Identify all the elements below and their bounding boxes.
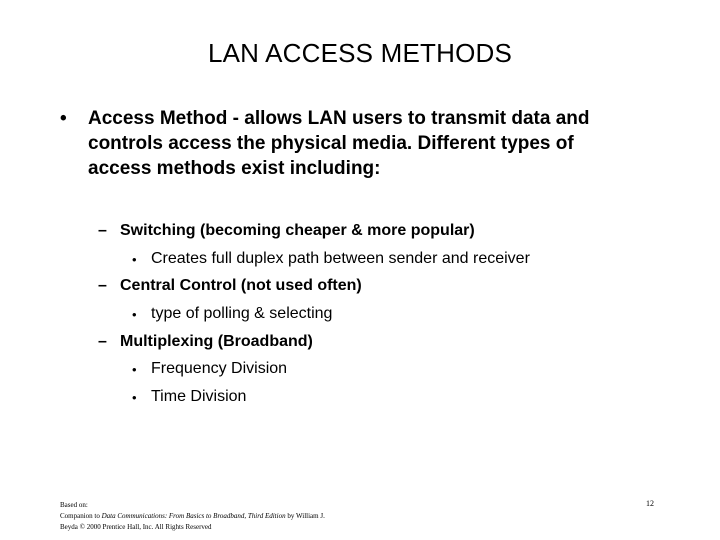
main-bullet-line: controls access the physical media. Different types of: [88, 133, 574, 154]
sub-sub-item-label: type of polling & selecting: [151, 305, 333, 322]
bullet-icon: •: [132, 252, 137, 267]
footer-line: Based on:: [60, 501, 88, 509]
sub-item-label: Central Control (not used often): [120, 277, 362, 294]
bullet-icon: •: [132, 362, 137, 377]
dash-icon: –: [98, 277, 107, 294]
footer-book-title: Data Communications: From Basics to Broadband, Third Edition: [101, 512, 286, 520]
footer-line: Beyda © 2000 Prentice Hall, Inc. All Rights Reserved: [60, 523, 212, 531]
footer-citation: [60, 500, 325, 533]
bullet-icon: •: [132, 307, 137, 322]
dash-icon: –: [98, 222, 107, 239]
bullet-icon: •: [132, 390, 137, 405]
footer-text: Companion to: [60, 512, 102, 520]
sub-sub-item-label: Creates full duplex path between sender and receiver: [151, 250, 530, 267]
page-number: 12: [646, 499, 654, 508]
bullet-icon: •: [60, 108, 67, 129]
slide-title: LAN ACCESS METHODS: [207, 38, 513, 68]
footer-text: by William J.: [285, 512, 325, 520]
sub-item-label: Switching (becoming cheaper & more popular): [120, 222, 475, 239]
sub-sub-item-label: Frequency Division: [151, 360, 288, 377]
main-bullet-line: access methods exist including:: [88, 158, 381, 179]
sub-sub-item-label: Time Division: [151, 388, 247, 405]
sub-item-label: Multiplexing (Broadband): [120, 333, 313, 350]
main-bullet-text: [88, 106, 648, 181]
dash-icon: –: [98, 333, 107, 350]
main-bullet-line: Access Method - allows LAN users to transmit data and: [88, 108, 590, 129]
footer-line: [60, 511, 325, 522]
